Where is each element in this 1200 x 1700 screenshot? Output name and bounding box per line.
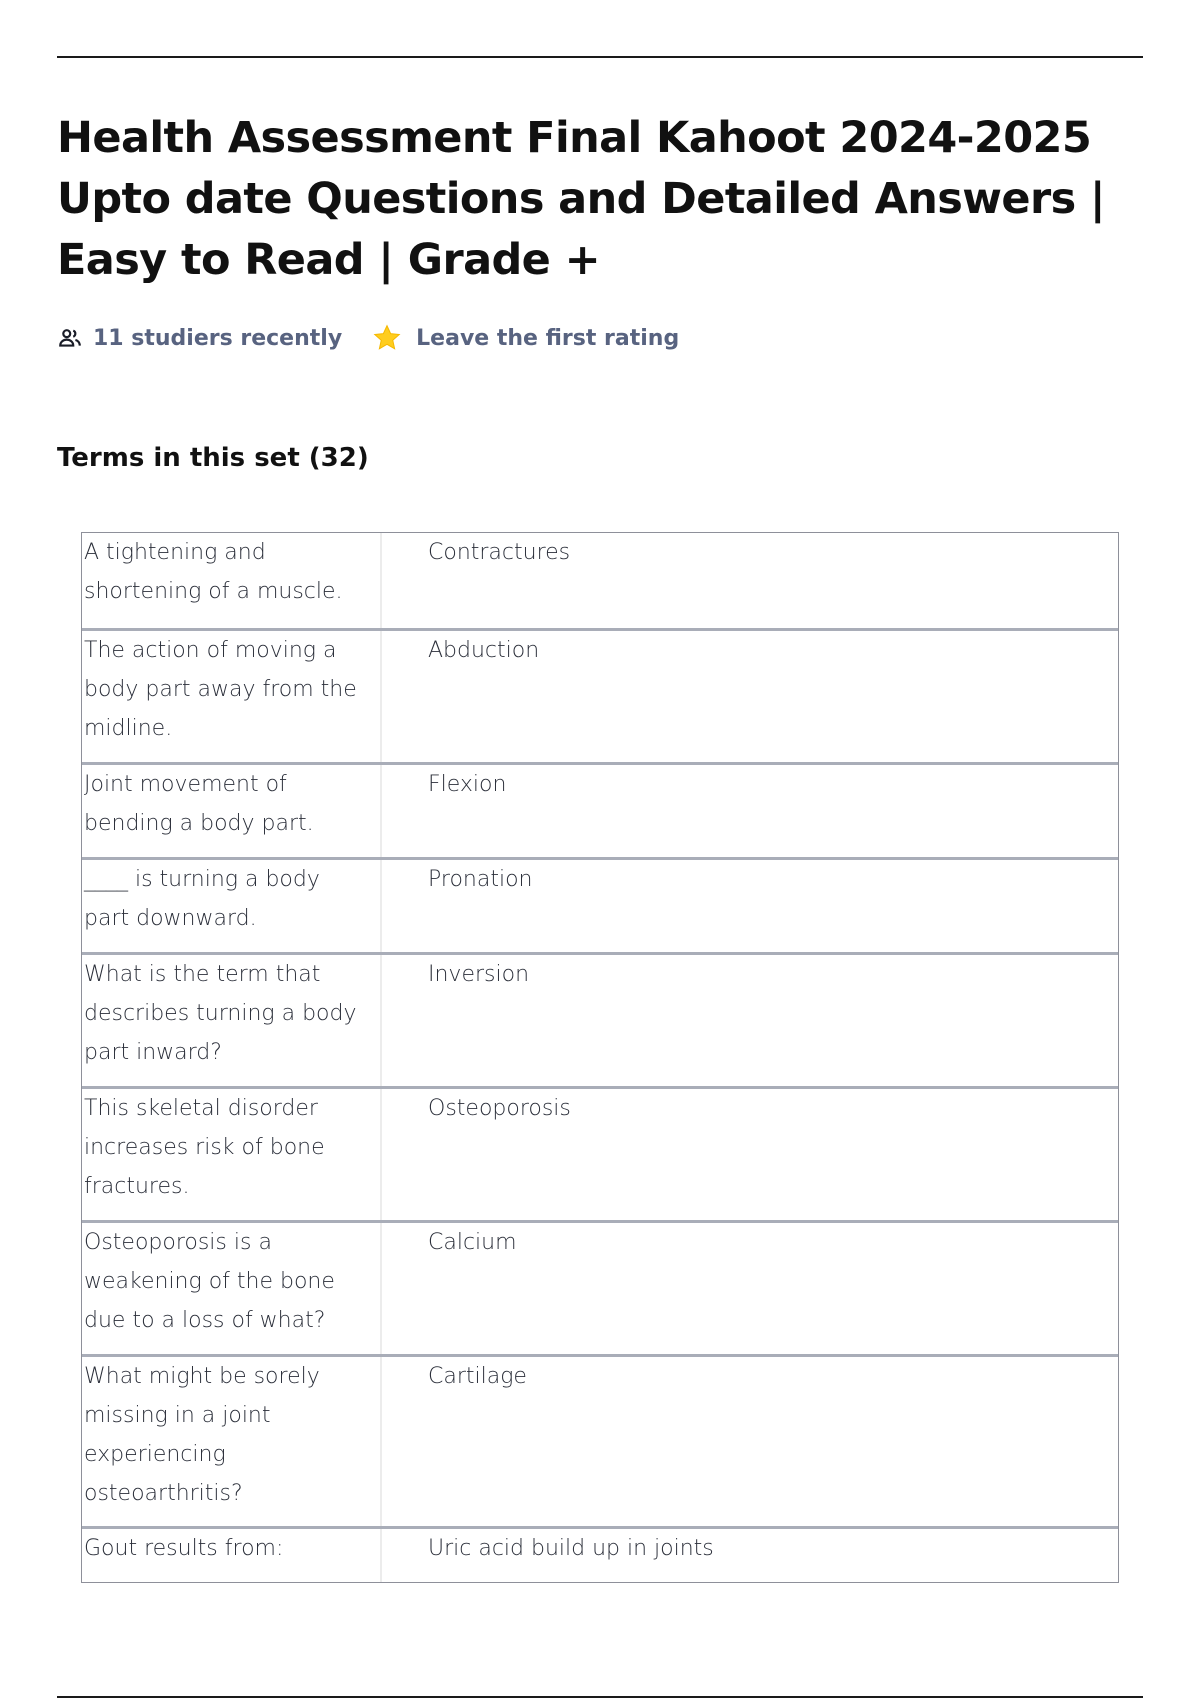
term-question: ____ is turning a body part downward. — [82, 860, 382, 952]
bottom-divider — [57, 1696, 1143, 1698]
terms-heading: Terms in this set (32) — [57, 443, 369, 473]
top-divider — [57, 56, 1143, 58]
term-row — [82, 533, 1118, 628]
term-row — [82, 1354, 1118, 1526]
terms-table — [81, 532, 1119, 1583]
studiers-count: 11 studiers recently — [93, 325, 343, 351]
term-row — [82, 1220, 1118, 1354]
term-answer: Calcium — [428, 1230, 517, 1255]
rating-link[interactable]: Leave the first rating — [416, 325, 680, 351]
term-row — [82, 857, 1118, 952]
page-title: Health Assessment Final Kahoot 2024-2025 Upto date Questions and Detailed Answers | Easy to Read | Grade + — [57, 113, 1106, 285]
term-answer: Uric acid build up in joints — [428, 1536, 714, 1561]
term-answer: Pronation — [428, 867, 533, 892]
term-question: The action of moving a body part away from the midline. — [82, 631, 382, 762]
term-row — [82, 952, 1118, 1086]
term-answer: Flexion — [428, 772, 507, 797]
term-row — [82, 762, 1118, 857]
term-row — [82, 628, 1118, 762]
term-question: Joint movement of bending a body part. — [82, 765, 382, 857]
set-meta — [57, 322, 679, 354]
term-question: What might be sorely missing in a joint experiencing osteoarthritis? — [82, 1357, 382, 1526]
term-answer: Abduction — [428, 638, 540, 663]
term-row — [82, 1086, 1118, 1220]
term-answer: Contractures — [428, 540, 571, 565]
term-answer: Osteoporosis — [428, 1096, 571, 1121]
term-answer: Cartilage — [428, 1364, 527, 1389]
term-question: A tightening and shortening of a muscle. — [82, 533, 382, 628]
term-question: This skeletal disorder increases risk of bone fractures. — [82, 1089, 382, 1220]
term-question: What is the term that describes turning a body part inward? — [82, 955, 382, 1086]
term-row — [82, 1526, 1118, 1582]
term-question: Gout results from: — [82, 1529, 382, 1582]
term-question: Osteoporosis is a weakening of the bone due to a loss of what? — [82, 1223, 382, 1354]
people-icon — [57, 325, 83, 351]
star-icon[interactable] — [372, 323, 402, 353]
term-answer: Inversion — [428, 962, 530, 987]
